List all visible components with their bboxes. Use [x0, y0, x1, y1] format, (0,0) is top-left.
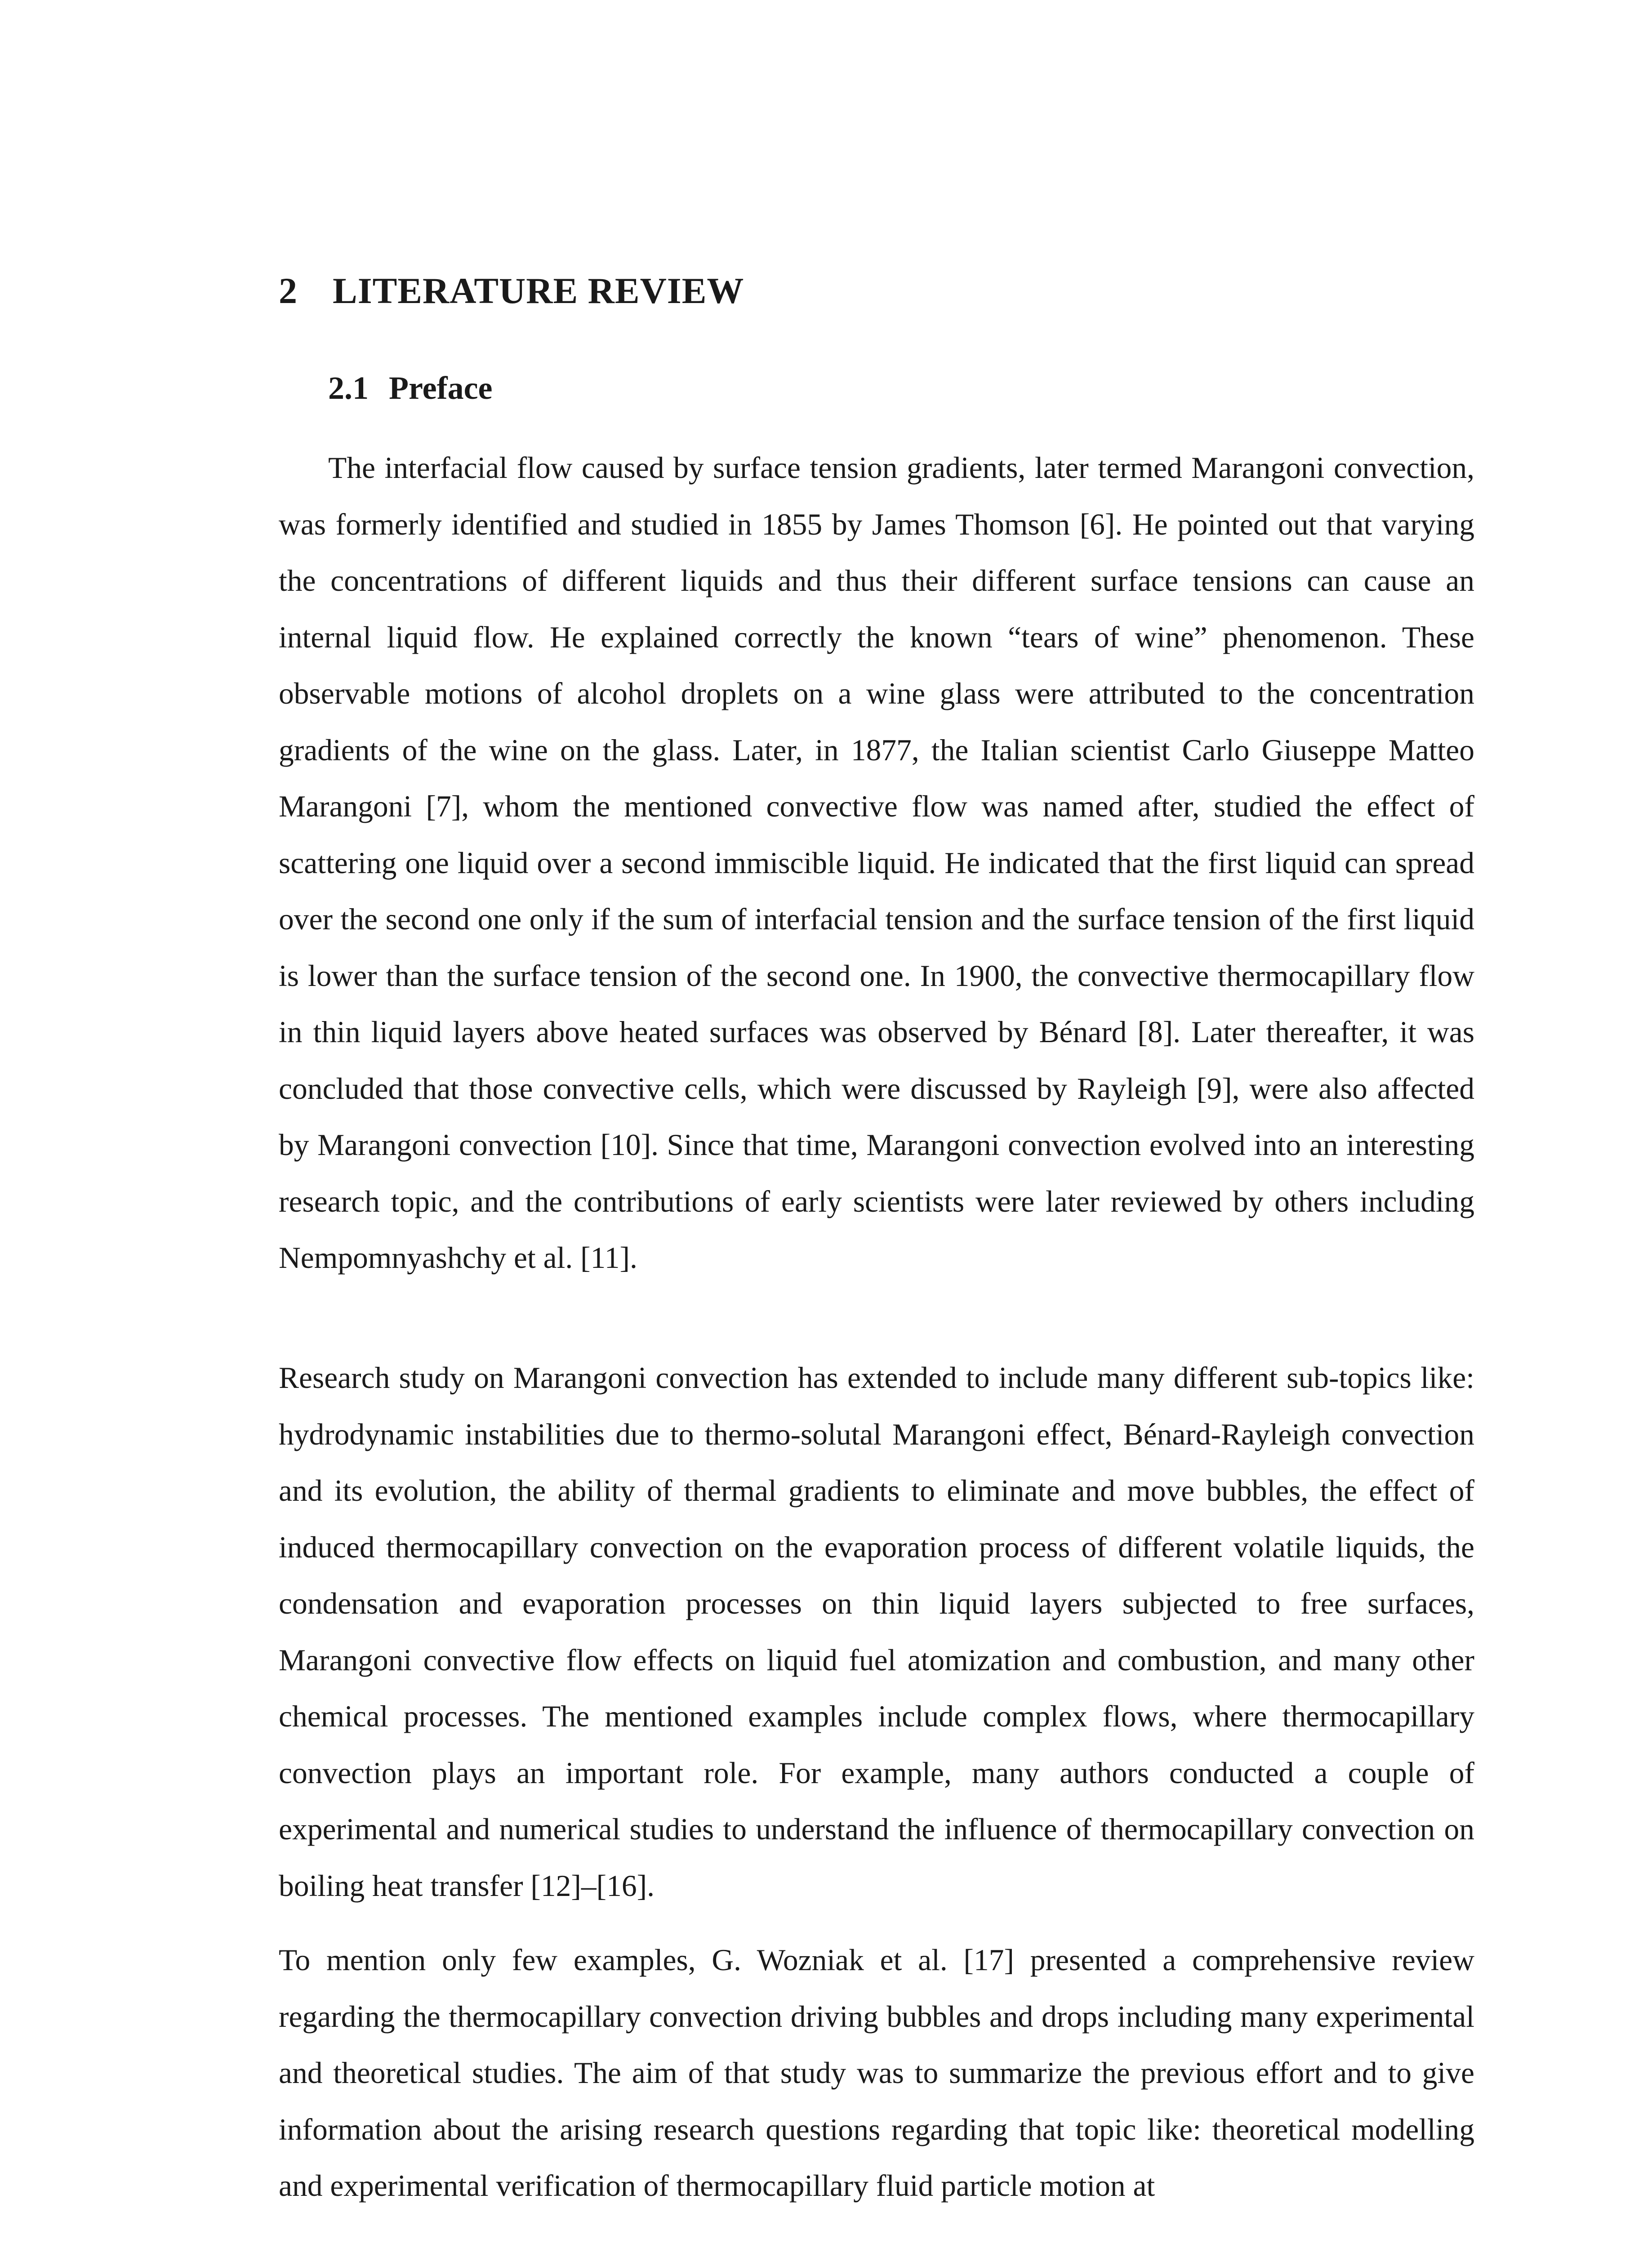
chapter-number: 2	[279, 270, 298, 311]
section-heading	[328, 370, 492, 407]
paragraph-preface-history: The interfacial flow caused by surface tension gradients, later termed Marangoni convection, was formerly identified and studied in 1855 by James Thomson [6]. He pointed out that varying the concentrations of different liquids and thus their different surface tensions can cause an internal liquid flow. He explained correctly the known “tears of wine” phenomenon. These observable motions of alcohol droplets on a wine glass were attributed to the concentration gradients of the wine on the glass. Later, in 1877, the Italian scientist Carlo Giuseppe Matteo Marangoni [7], whom the mentioned convective flow was named after, studied the effect of scattering one liquid over a second immiscible liquid. He indicated that the first liquid can spread over the second one only if the sum of interfacial tension and the surface tension of the first liquid is lower than the surface tension of the second one. In 1900, the convective thermocapillary flow in thin liquid layers above heated surfaces was observed by Bénard [8]. Later thereafter, it was concluded that those convective cells, which were discussed by Rayleigh [9], were also affected by Marangoni convection [10]. Since that time, Marangoni convection evolved into an interesting research topic, and the contributions of early scientists were later reviewed by others including Nempomnyashchy et al. [11].	[279, 451, 1474, 1275]
paragraph-research-subtopics: Research study on Marangoni convection has extended to include many different sub-topics like: hydrodynamic instabilities due to thermo-solutal Marangoni effect, Bénard-Rayleigh convection and its evolution, the ability of thermal gradients to eliminate and move bubbles, the effect of induced thermocapillary convection on the evaporation process of different volatile liquids, the condensation and evaporation processes on thin liquid layers subjected to free surfaces, Marangoni convective flow effects on liquid fuel atomization and combustion, and many other chemical processes. The mentioned examples include complex flows, where thermocapillary convection plays an important role. For example, many authors conducted a couple of experimental and numerical studies to understand the influence of thermocapillary convection on boiling heat transfer [12]–[16].	[279, 1361, 1474, 1903]
section-title: Preface	[389, 370, 493, 406]
paragraph-review-examples: To mention only few examples, G. Wozniak et al. [17] presented a comprehensive review regarding the thermocapillary convection driving bubbles and drops including many experimental and theoretical studies. The aim of that study was to summarize the previous effort and to give information about the arising research questions regarding that topic like: theoretical modelling and experimental verification of thermocapillary fluid particle motion at	[279, 1943, 1474, 2203]
section-number: 2.1	[328, 370, 369, 406]
chapter-heading	[279, 270, 744, 312]
chapter-title: LITERATURE REVIEW	[333, 270, 744, 311]
